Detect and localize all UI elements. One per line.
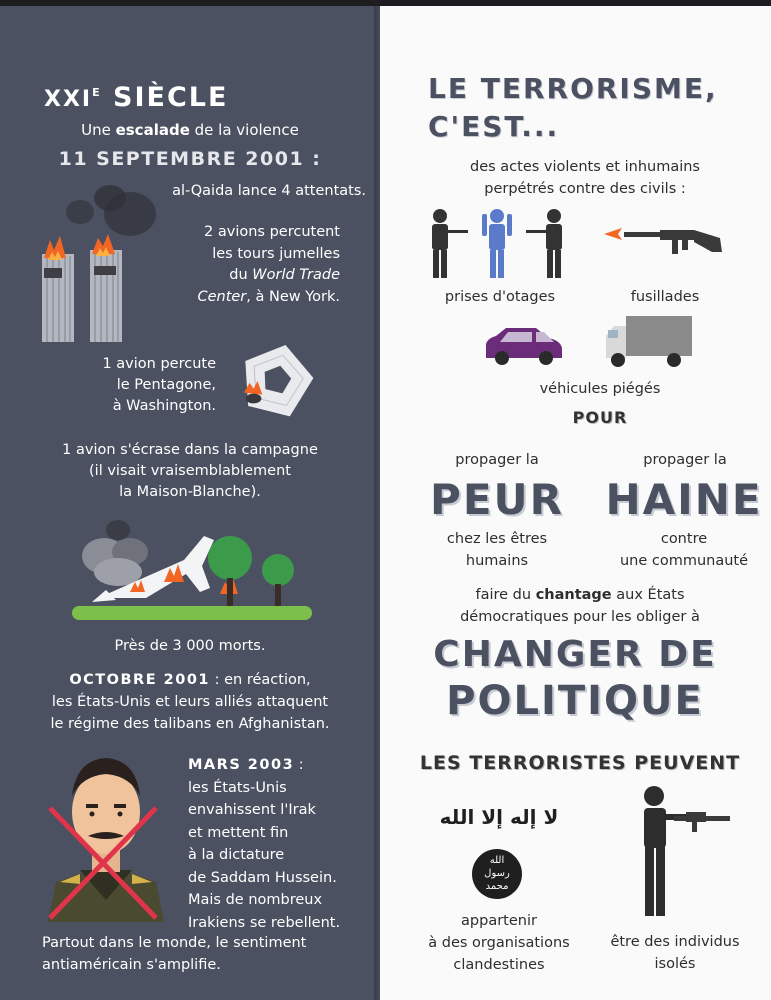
pour-label: POUR — [572, 408, 628, 427]
wtc-text — [100, 222, 340, 308]
crash-line-2: (il visait vraisemblablement — [89, 463, 291, 479]
march-line-2: envahissent l'Irak — [188, 802, 316, 818]
vehicles-label: véhicules piégés — [539, 381, 661, 397]
wtc-line-4-italic: Center — [197, 288, 247, 305]
blackmail-text — [420, 584, 740, 628]
october-line-1: : en réaction, — [210, 672, 311, 688]
subtitle-bold: escalade — [115, 121, 190, 139]
wtc-line-3-italic: World Trade — [252, 267, 340, 283]
spread-label-1: propager la — [455, 452, 539, 468]
shootings-label: fusillades — [630, 289, 700, 305]
individuals-text — [590, 931, 760, 975]
saddam-hussein-illustration — [40, 746, 172, 922]
pentagon-line-1: 1 avion percute — [102, 356, 216, 372]
left-panel — [0, 6, 380, 1000]
spread-label-2: propager la — [643, 452, 727, 468]
rifle-illustration — [602, 218, 726, 268]
century-sup: E — [92, 86, 102, 99]
hostage-illustration — [422, 206, 572, 282]
fear-word: PEUR — [430, 475, 564, 524]
seal-line-1: الله — [489, 855, 505, 866]
car-illustration — [482, 324, 564, 368]
pentagon-line-2: le Pentagone, — [116, 377, 216, 393]
subtitle-post: de la violence — [189, 121, 299, 139]
seal-line-3: محمد — [485, 881, 509, 892]
wtc-line-4-post: , à New York. — [246, 288, 340, 305]
hostages-label: prises d'otages — [444, 289, 556, 305]
wtc-line-3-pre: du — [229, 267, 253, 283]
ending-line-1: Partout dans le monde, le sentiment — [42, 935, 307, 951]
century-word: SIÈCLE — [113, 82, 229, 113]
truck-illustration — [604, 314, 694, 370]
blackmail-pre: faire du — [475, 587, 536, 603]
crash-line-1: 1 avion s'écrase dans la campagne — [62, 442, 318, 458]
pentagon-illustration — [238, 340, 316, 418]
october-line-2: les États-Unis et leurs alliés attaquent — [51, 694, 329, 710]
fear-sub-line-2: humains — [465, 553, 529, 569]
change-line-1: CHANGER DE — [433, 634, 717, 675]
plane-crash-illustration — [70, 512, 315, 630]
intro-text — [440, 156, 730, 200]
fear-sub — [422, 528, 572, 572]
alqaida-text: al-Qaida lance 4 attentats. — [172, 183, 366, 199]
seal-line-2: رسول — [484, 868, 510, 879]
march-line-4: à la dictature — [188, 847, 285, 863]
march-colon: : — [294, 757, 304, 773]
title-line-2: C'EST... — [428, 110, 560, 143]
organisation-line-2: à des organisations — [428, 935, 570, 951]
subtitle — [40, 120, 340, 141]
change-line-2: POLITIQUE — [446, 678, 704, 724]
march-line-7: Irakiens se rebellent. — [188, 914, 341, 931]
ending-text — [42, 932, 372, 976]
october-heading: OCTOBRE 2001 — [69, 672, 211, 688]
march-line-3: et mettent fin — [188, 824, 289, 841]
march-line-5: de Saddam Hussein. — [188, 869, 337, 886]
title-line-1: LE TERRORISME, — [428, 72, 718, 105]
hate-word: HAINE — [605, 475, 763, 524]
lone-gunman-illustration — [634, 782, 734, 922]
march-heading: MARS 2003 — [188, 757, 295, 773]
march-line-1: les États-Unis — [188, 779, 287, 796]
subtitle-pre: Une — [81, 121, 116, 139]
seal-badge — [472, 849, 522, 899]
organisation-line-3: clandestines — [453, 957, 545, 973]
deaths-text: Près de 3 000 morts. — [114, 638, 266, 654]
right-panel — [380, 6, 771, 1000]
ending-line-2: antiaméricain s'amplifie. — [42, 957, 221, 973]
march-line-6: Mais de nombreux — [188, 892, 323, 908]
date-september: 11 SEPTEMBRE 2001 : — [58, 148, 322, 170]
blackmail-line-2: démocratiques pour les obliger à — [460, 609, 700, 625]
terrorists-can: LES TERRORISTES PEUVENT — [419, 752, 741, 774]
hate-sub-line-2: une communauté — [619, 553, 749, 569]
hate-sub-line-1: contre — [660, 531, 708, 547]
fear-sub-line-1: chez les êtres — [446, 531, 548, 547]
flag-text: لا إله إلا الله — [439, 805, 559, 829]
individuals-line-2: isolés — [654, 956, 696, 972]
organisation-text — [404, 910, 594, 976]
wtc-line-2: les tours jumelles — [212, 245, 340, 262]
march-text — [188, 754, 378, 934]
organisation-line-1: appartenir — [461, 913, 537, 929]
page-title — [428, 70, 718, 146]
change-policy — [390, 632, 760, 724]
crash-line-3: la Maison-Blanche). — [119, 484, 261, 500]
intro-line-2: perpétrés contre des civils : — [484, 181, 686, 197]
century-title — [44, 76, 228, 117]
october-text — [14, 669, 366, 735]
intro-line-1: des actes violents et inhumains — [470, 159, 700, 175]
hate-sub — [598, 528, 770, 572]
pentagon-text — [40, 354, 216, 417]
individuals-line-1: être des individus — [610, 934, 740, 950]
october-line-3: le régime des talibans en Afghanistan. — [50, 716, 330, 732]
blackmail-bold: chantage — [535, 587, 612, 603]
crash-text — [20, 440, 360, 503]
wtc-line-1: 2 avions percutent — [204, 224, 340, 240]
blackmail-post: aux États — [611, 587, 685, 603]
century-number: XXI — [44, 87, 93, 112]
pentagon-line-3: à Washington. — [112, 398, 216, 414]
